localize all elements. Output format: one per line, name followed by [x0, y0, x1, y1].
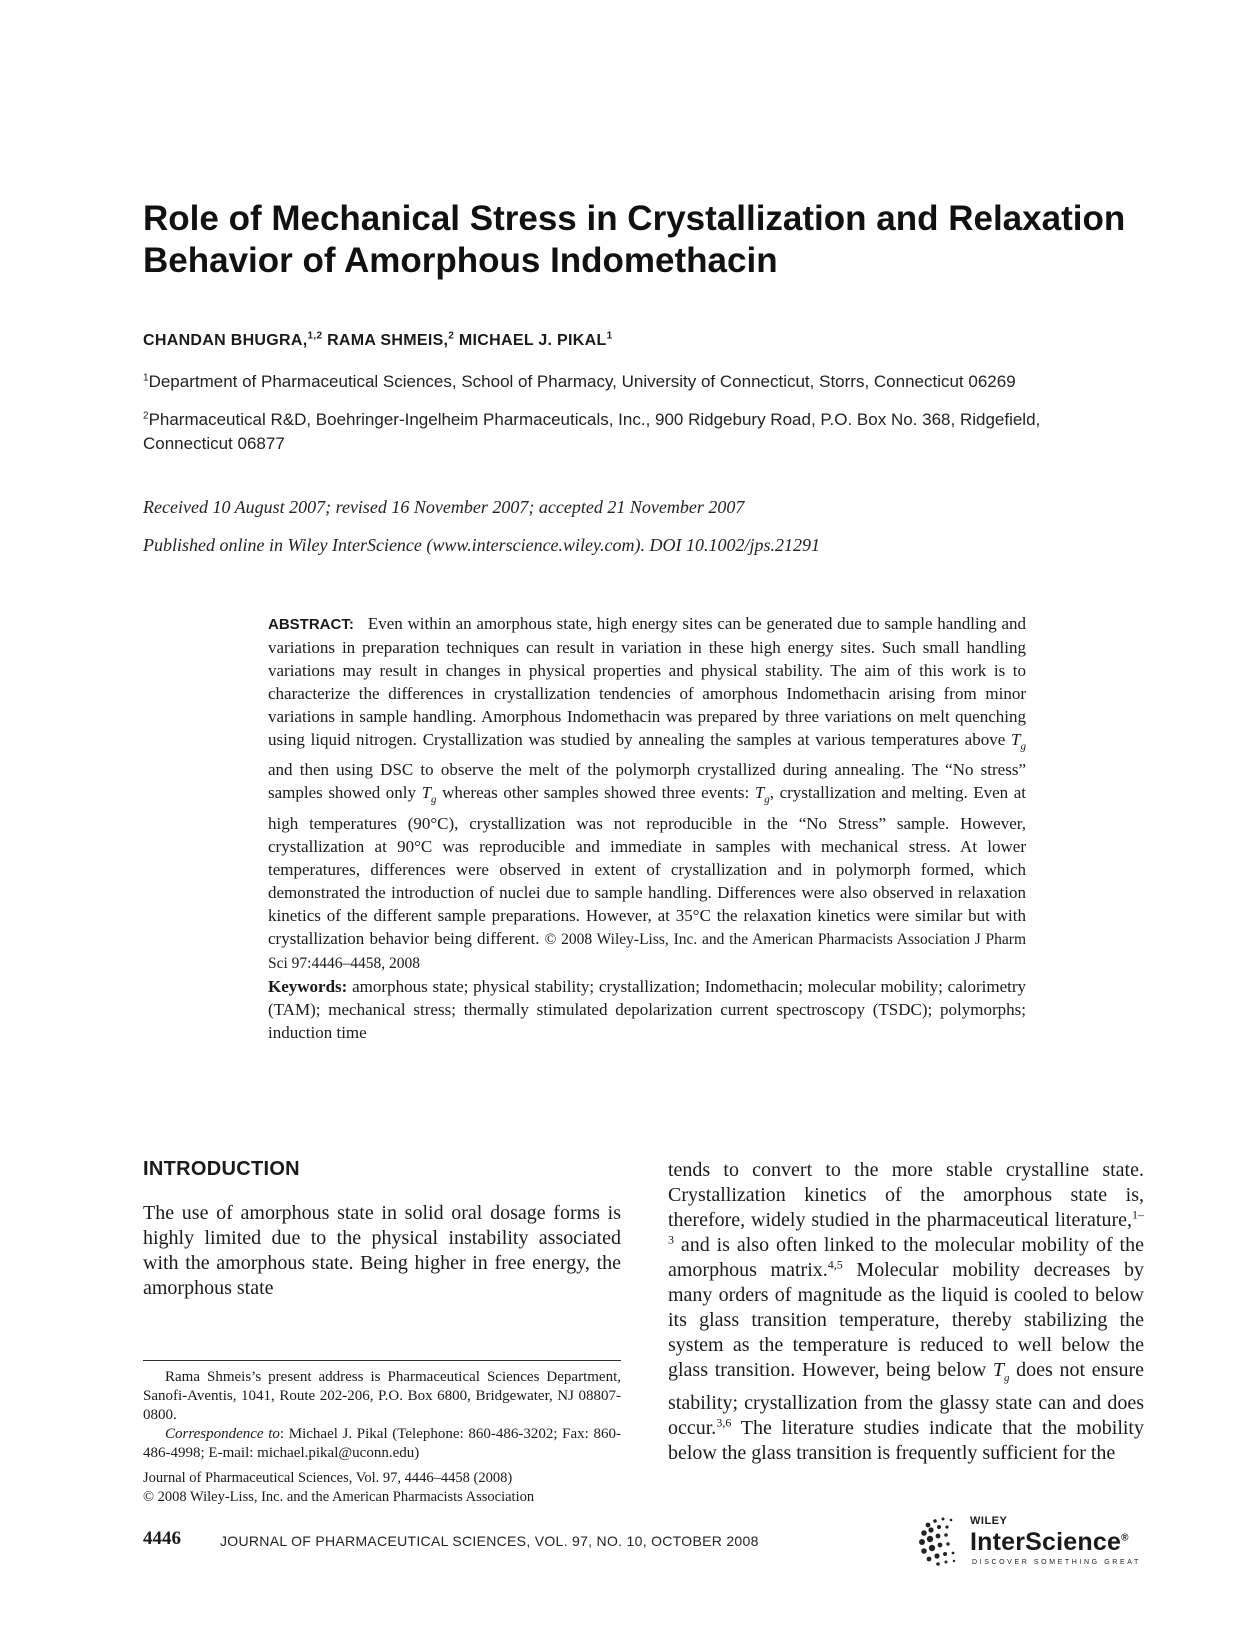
- body-paragraph: tends to convert to the more stable crystalline state. Crystallization kinetics of the amorphous state is, therefore, widely studied in the pharmaceutical literature,$^{1-3}$ and is also often linked to the molecular mobility of the amorphous matrix.$^{4,5}$ Molecular mobility decreases by many orders of magnitude as the liquid is cooled to below its glass transition temperature, thereby stabilizing the system as the temperature is reduced to well below the glass transition. However, being below $T_g$ does not ensure stability; crystallization from the glassy state can and does occur.$^{3,6}$ The literature studies indicate that the mobility below the glass transition is frequently sufficient for the: [668, 1159, 1144, 1464]
- abstract-text: and then using DSC to observe the melt of the polymorph crystallized during annealing. The “No stress” samples showed only: [268, 760, 1026, 803]
- page-number: 4446: [143, 1528, 181, 1549]
- author-name: MICHAEL J. PIKAL: [458, 332, 607, 349]
- abstract-text: Even within an amorphous state, high energy sites can be generated due to sample handling and variations in preparation techniques can result in variation in these high energy sites. Such small handling variations may result in changes in physical properties and physical stability. The aim of this work is to characterize the differences in crystallization tendencies of amorphous Indomethacin arising from minor variations in sample handling. Amorphous Indomethacin was prepared by three variations on melt quenching using liquid nitrogen. Crystallization was studied by annealing the samples at various temperatures above: [268, 614, 1026, 749]
- author-affiliation-marker: 1,2: [307, 330, 323, 342]
- footnote-present-address: Rama Shmeis’s present address is Pharmaceutical Sciences Department, Sanofi-Aventis, 1041, Route 202-206, P.O. Box 6800, Bridgewater, NJ 08807-0800.: [143, 1369, 621, 1423]
- abstract-copyright: © 2008 Wiley-Liss, Inc. and the American Pharmacists Association J Pharm Sci 97:4446–4458, 2008: [268, 930, 1026, 972]
- abstract-text: whereas other samples showed three events:: [442, 783, 750, 803]
- abstract: [268, 612, 1026, 1044]
- affiliation-marker: 1: [143, 372, 149, 384]
- article-title: Role of Mechanical Stress in Crystallization and Relaxation Behavior of Amorphous Indomethacin: [143, 199, 1126, 280]
- reference-marker[interactable]: 1–3: [668, 1207, 1144, 1247]
- interscience-dots-icon: [918, 1515, 966, 1567]
- keywords-label: Keywords:: [268, 976, 348, 996]
- correspondence-label: Correspondence to: [165, 1426, 280, 1442]
- tg-symbol: $T_g$: [421, 783, 437, 806]
- affiliation-1: [143, 370, 1133, 394]
- reference-marker[interactable]: 4,5: [827, 1257, 843, 1272]
- tg-symbol: $T_g$: [1011, 730, 1026, 753]
- logo-interscience-text: InterScience®: [970, 1528, 1129, 1556]
- journal-citation: Journal of Pharmaceutical Sciences, Vol. 97, 4446–4458 (2008): [143, 1470, 513, 1486]
- author-name: RAMA SHMEIS,: [327, 332, 449, 349]
- logo-tagline: DISCOVER SOMETHING GREAT: [972, 1559, 1141, 1566]
- abstract-label: ABSTRACT:: [268, 616, 354, 633]
- registered-mark: ®: [1121, 1532, 1129, 1544]
- tg-symbol: $T_g$: [754, 783, 770, 806]
- logo-wiley-text: WILEY: [970, 1515, 1008, 1527]
- author-name: CHANDAN BHUGRA,: [143, 332, 308, 349]
- body-paragraph: The use of amorphous state in solid oral dosage forms is highly limited due to the physical instability associated with the amorphous state. Being higher in free energy, the amorphous state: [143, 1202, 621, 1299]
- running-footer: JOURNAL OF PHARMACEUTICAL SCIENCES, VOL. 97, NO. 10, OCTOBER 2008: [220, 1533, 759, 1549]
- affiliation-marker: 2: [143, 410, 149, 422]
- affiliation-text: Pharmaceutical R&D, Boehringer-Ingelheim Pharmaceuticals, Inc., 900 Ridgebury Road, P.O. Box No. 368, Ridgefield, Connecticut 06877: [143, 410, 1041, 453]
- affiliation-2: [143, 408, 1133, 456]
- wiley-interscience-logo: [918, 1513, 1146, 1571]
- author-affiliation-marker: 2: [448, 330, 455, 342]
- keywords-list: amorphous state; physical stability; crystallization; Indomethacin; molecular mobility; calorimetry (TAM); mechanical stress; thermally stimulated depolarization current spectroscopy (TSDC); polymorphs; induction time: [268, 976, 1026, 1042]
- left-column: [143, 1158, 621, 1301]
- received-dates: Received 10 August 2007; revised 16 November 2007; accepted 21 November 2007: [143, 497, 745, 517]
- reference-marker[interactable]: 3,6: [716, 1415, 732, 1430]
- footnote-divider: [143, 1360, 621, 1361]
- author-list: [143, 332, 612, 350]
- journal-info: [143, 1469, 621, 1507]
- journal-copyright: © 2008 Wiley-Liss, Inc. and the American Pharmacists Association: [143, 1489, 535, 1505]
- published-online: Published online in Wiley InterScience (www.interscience.wiley.com). DOI 10.1002/jps.21291: [143, 535, 821, 555]
- author-affiliation-marker: 1: [606, 330, 613, 342]
- affiliation-text: Department of Pharmaceutical Sciences, School of Pharmacy, University of Connecticut, Storrs, Connecticut 06269: [148, 372, 1016, 391]
- footnote-correspondence: [143, 1425, 621, 1463]
- right-column: [668, 1158, 1144, 1466]
- tg-symbol: $T_g$: [992, 1359, 1010, 1384]
- section-heading-introduction: INTRODUCTION: [143, 1158, 300, 1180]
- footnotes: [143, 1368, 621, 1463]
- abstract-text: , crystallization and melting. Even at high temperatures (90°C), crystallization was not reproducible in the “No Stress” sample. However, crystallization at 90°C was reproducible and immediate in samples with mechanical stress. At lower temperatures, differences were observed in extent of crystallization and in polymorph formed, which demonstrated the introduction of nuclei due to sample handling. Differences were also observed in relaxation kinetics of the different sample preparations. However, at 35°C the relaxation kinetics were similar but with crystallization behavior being different.: [268, 783, 1026, 948]
- correspondence-text: : Michael J. Pikal (Telephone: 860-486-3202; Fax: 860-486-4998; E-mail: michael.pikal@uconn.edu): [143, 1426, 621, 1461]
